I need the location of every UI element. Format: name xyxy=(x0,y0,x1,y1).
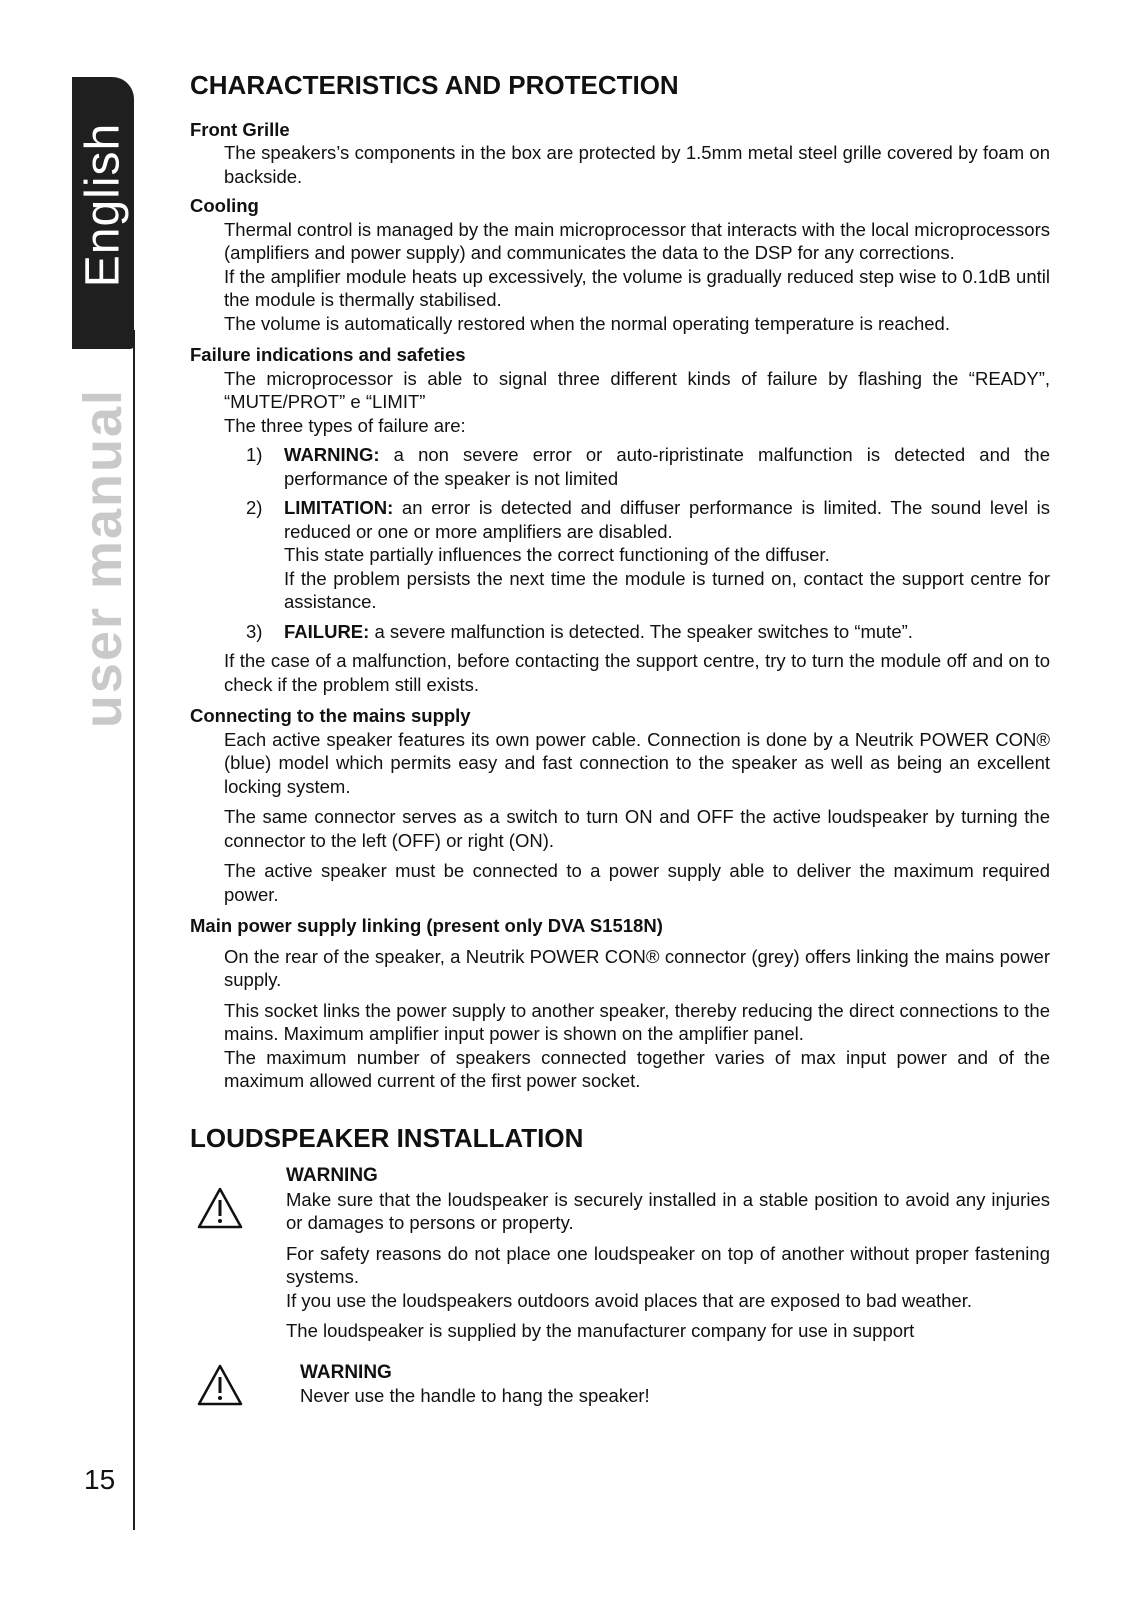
failure-text-2: The three types of failure are: xyxy=(224,414,466,436)
cooling-text-2: If the amplifier module heats up excessively, the volume is gradually reduced step wise to 0.1dB until the module is thermally stabilised. xyxy=(224,265,1050,310)
language-tab-label: English xyxy=(76,122,130,288)
heading-cooling: Cooling xyxy=(190,195,259,216)
list-number: 1) xyxy=(246,444,263,465)
list-extra-text: This state partially influences the correct functioning of the diffuser. xyxy=(284,544,830,565)
list-label: WARNING: xyxy=(284,444,380,465)
mains-text-3: The active speaker must be connected to a power supply able to deliver the maximum required power. xyxy=(224,860,1050,905)
manual-label: user manual xyxy=(73,387,133,729)
list-item xyxy=(190,443,1050,490)
warning-title: WARNING xyxy=(286,1165,378,1186)
list-label: LIMITATION: xyxy=(284,497,394,518)
linking-text-3: The maximum number of speakers connected together varies of max input power and of the maximum allowed current of the first power socket. xyxy=(224,1046,1050,1091)
heading-mains: Connecting to the mains supply xyxy=(190,705,471,726)
list-number: 3) xyxy=(246,620,263,642)
heading-front-grille: Front Grille xyxy=(190,118,290,140)
list-item xyxy=(190,496,1050,614)
list-number: 2) xyxy=(246,497,263,518)
warning-text-1: Never use the handle to hang the speaker! xyxy=(300,1385,650,1406)
failure-types-list xyxy=(190,443,1050,643)
warning-triangle-icon xyxy=(196,1186,244,1230)
warning-text-3: If you use the loudspeakers outdoors avoid places that are exposed to bad weather. xyxy=(286,1289,972,1311)
heading-failure: Failure indications and safeties xyxy=(190,344,466,365)
mains-text-1: Each active speaker features its own power cable. Connection is done by a Neutrik POWER CON® (blue) model which permits easy and fast connection to the speaker as well as being an excellent locking system. xyxy=(224,728,1050,797)
linking-text-2: This socket links the power supply to another speaker, thereby reducing the direct connections to the mains. Maximum amplifier input power is shown on the amplifier panel. xyxy=(224,999,1050,1044)
section-title-installation: LOUDSPEAKER INSTALLATION xyxy=(190,1122,584,1153)
heading-linking: Main power supply linking (present only DVA S1518N) xyxy=(190,915,663,936)
page-number: 15 xyxy=(84,1464,116,1495)
list-item xyxy=(190,620,1050,644)
warning-block xyxy=(190,1164,1050,1343)
warning-text-2: For safety reasons do not place one loudspeaker on top of another without proper fastening systems. xyxy=(286,1242,1050,1287)
warning-title: WARNING xyxy=(300,1361,392,1383)
linking-text-1: On the rear of the speaker, a Neutrik POWER CON® connector (grey) offers linking the mains power supply. xyxy=(224,945,1050,990)
warning-block xyxy=(190,1361,1050,1408)
cooling-text-3: The volume is automatically restored when the normal operating temperature is reached. xyxy=(224,312,950,334)
list-text: a non severe error or auto-ripristinate malfunction is detected and the performance of the speaker is not limited xyxy=(284,444,1050,489)
list-text: a severe malfunction is detected. The speaker switches to “mute”. xyxy=(369,620,913,642)
mains-text-2: The same connector serves as a switch to turn ON and OFF the active loudspeaker by turning the connector to the left (OFF) or right (ON). xyxy=(224,806,1050,851)
list-label: FAILURE: xyxy=(284,620,370,642)
page-content xyxy=(190,70,1050,1408)
failure-text-1: The microprocessor is able to signal three different kinds of failure by flashing the “READY”, “MUTE/PROT” e “LIMIT” xyxy=(224,367,1050,412)
cooling-text-1: Thermal control is managed by the main microprocessor that interacts with the local microprocessors (amplifiers and power supply) and communicates the data to the DSP for any corrections. xyxy=(224,218,1050,263)
warning-triangle-icon xyxy=(196,1363,244,1407)
warning-text-1: Make sure that the loudspeaker is securely installed in a stable position to avoid any injuries or damages to persons or property. xyxy=(286,1188,1050,1233)
list-extra-text: If the problem persists the next time the module is turned on, contact the support centre for assistance. xyxy=(284,567,1050,612)
warning-text-4: The loudspeaker is supplied by the manufacturer company for use in support xyxy=(286,1320,915,1341)
front-grille-text: The speakers’s components in the box are protected by 1.5mm metal steel grille covered by foam on backside. xyxy=(224,142,1050,187)
list-text: an error is detected and diffuser performance is limited. The sound level is reduced or one or more amplifiers are disabled. xyxy=(284,497,1050,542)
failure-text-3: If the case of a malfunction, before contacting the support centre, try to turn the module off and on to check if the problem still exists. xyxy=(224,650,1050,695)
section-title-characteristics: CHARACTERISTICS AND PROTECTION xyxy=(190,70,679,100)
